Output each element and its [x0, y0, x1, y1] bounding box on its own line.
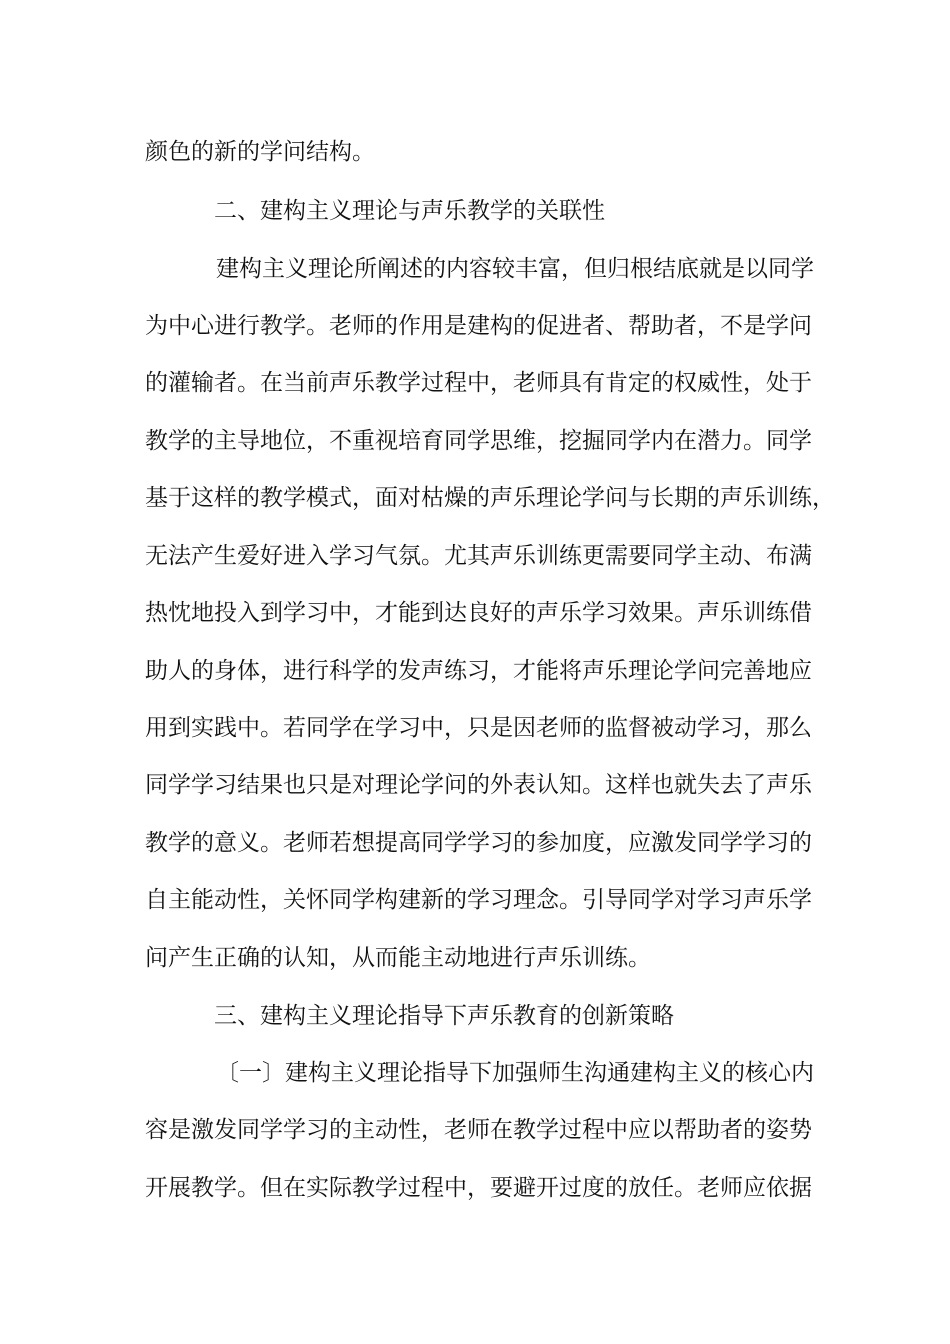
text-line-14: 自主能动性，关怀同学构建新的学习理念。引导同学对学习声乐学 [145, 887, 812, 913]
text-line-5: 的灌输者。在当前声乐教学过程中，老师具有肯定的权威性，处于 [145, 370, 812, 396]
section-heading-3: 三、建构主义理论指导下声乐教育的创新策略 [214, 1003, 674, 1029]
text-line-4: 为中心进行教学。老师的作用是建构的促进者、帮助者，不是学问 [145, 313, 812, 339]
text-line-6: 教学的主导地位，不重视培育同学思维，挖掘同学内在潜力。同学 [145, 428, 812, 454]
text-line-7: 基于这样的教学模式，面对枯燥的声乐理论学问与长期的声乐训练， [145, 485, 835, 511]
text-line-13: 教学的意义。老师若想提高同学学习的参加度，应激发同学学习的 [145, 830, 812, 856]
text-line-10: 助人的身体，进行科学的发声练习，才能将声乐理论学问完善地应 [145, 658, 812, 684]
text-line-1: 颜色的新的学问结构。 [145, 139, 375, 165]
text-line-19: 开展教学。但在实际教学过程中，要避开过度的放任。老师应依据 [145, 1175, 812, 1201]
text-line-12: 同学学习结果也只是对理论学问的外表认知。这样也就失去了声乐 [145, 772, 812, 798]
text-line-9: 热忱地投入到学习中，才能到达良好的声乐学习效果。声乐训练借 [145, 600, 812, 626]
section-heading-2: 二、建构主义理论与声乐教学的关联性 [214, 198, 605, 224]
text-line-3: 建构主义理论所阐述的内容较丰富，但归根结底就是以同学 [216, 256, 814, 282]
text-line-11: 用到实践中。若同学在学习中，只是因老师的监督被动学习，那么 [145, 715, 812, 741]
text-line-18: 容是激发同学学习的主动性，老师在教学过程中应以帮助者的姿势 [145, 1117, 812, 1143]
text-line-8: 无法产生爱好进入学习气氛。尤其声乐训练更需要同学主动、布满 [145, 543, 812, 569]
text-line-15: 问产生正确的认知，从而能主动地进行声乐训练。 [145, 945, 651, 971]
subsection-heading-line: 〔一〕建构主义理论指导下加强师生沟通建构主义的核心内 [216, 1060, 814, 1086]
